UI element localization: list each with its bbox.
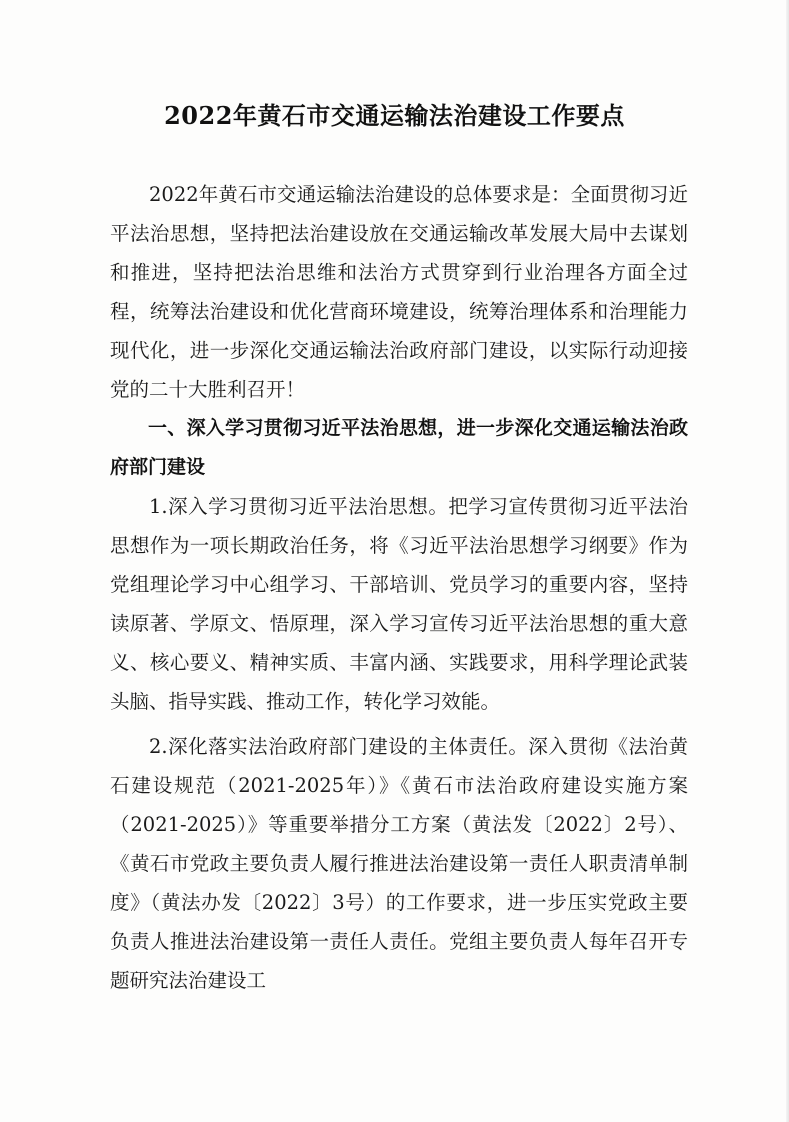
item-2-paragraph: 2.深化落实法治政府部门建设的主体责任。深入贯彻《法治黄石建设规范（2021-2025年）》《黄石市法治政府建设实施方案（2021-2025）》等重要举措分工方案（黄法发〔2022〕2号）、《黄石市党政主要负责人履行推进法治建设第一责任人职责清单制度》（黄法办发〔2022〕3号）的工作要求，进一步压实党政主要负责人推进法治建设第一责任人责任。党组主要负责人每年召开专题研究法治建设工 (110, 735, 688, 992)
document-body (110, 175, 688, 1000)
section-1-heading: 一、深入学习贯彻习近平法治思想，进一步深化交通运输法治政府部门建设 (110, 417, 688, 478)
document-title: 2022年黄石市交通运输法治建设工作要点 (164, 101, 625, 130)
item-1-paragraph: 1.深入学习贯彻习近平法治思想。把学习宣传贯彻习近平法治思想作为一项长期政治任务，将《习近平法治思想学习纲要》作为党组理论学习中心组学习、干部培训、党员学习的重要内容，坚持读原著、学原文、悟原理，深入学习宣传习近平法治思想的重大意义、核心要义、精神实质、丰富内涵、实践要求，用科学理论武装头脑、指导实践、推动工作，转化学习效能。 (110, 495, 688, 713)
intro-paragraph: 2022年黄石市交通运输法治建设的总体要求是：全面贯彻习近平法治思想，坚持把法治建设放在交通运输改革发展大局中去谋划和推进，坚持把法治思维和法治方式贯穿到行业治理各方面全过程，统筹法治建设和优化营商环境建设，统筹治理体系和治理能力现代化，进一步深化交通运输法治政府部门建设，以实际行动迎接党的二十大胜利召开！ (110, 183, 688, 401)
